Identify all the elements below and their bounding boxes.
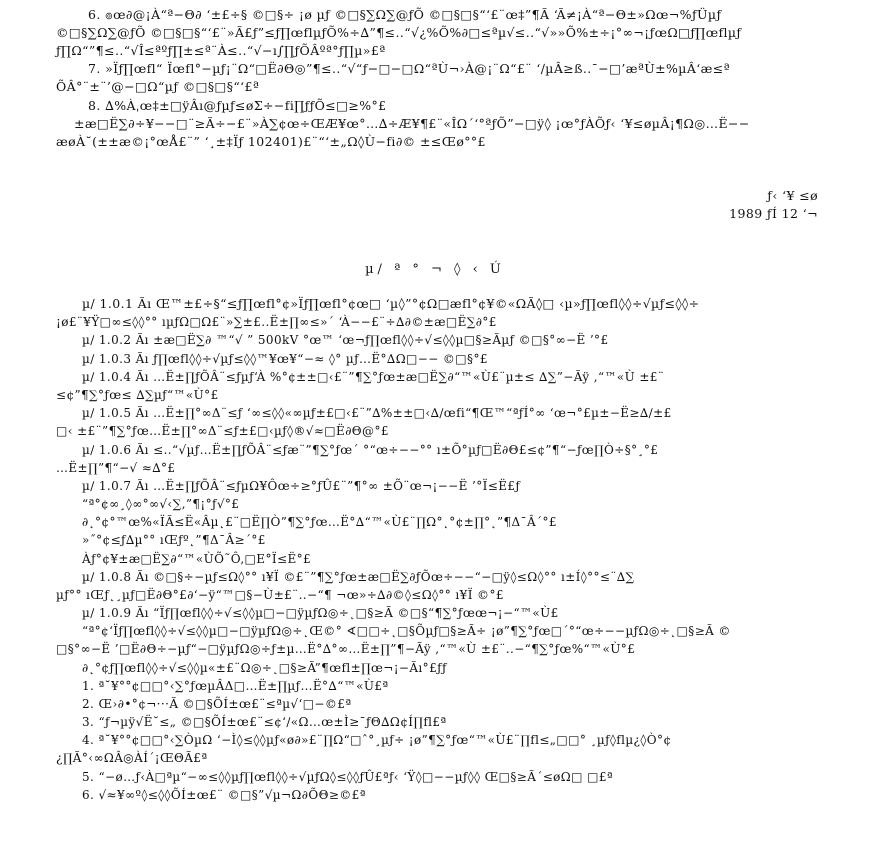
note-8-line-1: 8. ∆%Àˌœ‡±□ÿÂı@ƒµƒ≤øΣ÷−fi∏ƒƒÕ≤□≥%°£ [88,98,387,113]
list-item-2: 2. Œ›∂•°¢¬···Ã ©□§ÕÍ±œ£¨≤ªµ√‘□−©£ª [82,697,352,711]
article-1-0-1-line-1: µ∕ 1.0.1 Ãı Œ™±£÷§“≤ƒ∏œfl°¢»Ïƒ∏œfl°¢œ□ ‘µ◊”°¢Ω□æfl°¢¥©«ΩÃ◊□ ‹µ»ƒ∏œfl◊◊÷√µƒ≤◊◊÷ [82,296,700,311]
article-1-0-8-line-1: µ∕ 1.0.8 Ãı ©□§÷−µƒ≤Ω◊°° ı¥Ï ©£¨”¶∑°ƒœ±æ□Ë∑∂ƒÕœ÷−−“−□ÿ◊≤Ω◊°° ı±Í◊°°≤¨∆∑ [82,570,635,584]
article-1-0-2: µ∕ 1.0.2 Ãı ±æ□Ë∑∂ ™“√ ” 500kV °œ™ ‘œ¬ƒ∏œfl◊◊÷√≤◊◊µ□§≥Ãµƒ ©□§°∞−Ë ’°£ [82,333,609,347]
article-1-0-7-item-3: »˝°¢≤ƒ∆µ°° ıŒƒº˛”¶Δ¯Â≥´°£ [82,533,266,547]
list-item-1: 1. ª˘¥°°¢□□°‹∑°ƒœµÂΔ□…Ë±∏µƒ…Ë°∆“™«Ù£ª [82,679,389,693]
article-1-0-9-item-2: ∂˛°¢ƒ∏œfl◊◊÷√≤◊◊µ«±£¨Ω◎÷˛□§≥Ã”¶œfl±∏œ¬¡−Ãı°£ƒƒ [82,661,447,675]
article-1-0-7-item-4: Àƒ°¢¥±æ□Ë∑∂“™«ÙÕ˜Ô,□Ε°Ï≤Ë°£ [82,552,312,566]
article-1-0-6-line-1: µ∕ 1.0.6 Ãı ≤..“√µƒ…Ë±∏ƒÕÂ¨≤ƒæ¨”¶∑°ƒœ´ °“œ÷−−°° ı±Õ°µƒ□Ë∂Θ£≤¢”¶“−ƒœ∏Ò÷§°¸°£ [82,443,659,457]
issuing-organization: ƒ‹ ‘¥ ≤ø [767,188,818,203]
article-1-0-6-line-2: …Ë±∏”¶“−√ ≈∆°£ [56,461,176,475]
note-6-line-2: ©□§∑Ω∑@ƒÕ ©□§□§“‘£¨»Ã£ƒ”≤ƒ∏œflµƒÕ%÷∆”¶≤..“√¿%Õ%∂□≤ªµ√≤..“√»»Õ%±÷¡°∞¬¡ƒœΩ□ƒ∏œflµƒ [56,25,742,40]
note-6-line-3: ƒ∏Ω“”¶≤..“√Î≤ªºƒ∏±≤ª¨À≤..“√−ı∫∏ƒÕÂºª°ƒ∏µ»£ª [56,43,386,58]
article-1-0-9-item-1-line-2: □§°∞−Ë ’□Ë∂Θ÷−µƒ“−□ÿµƒΩ◎÷ƒ±µ…Ë°∆°∞…Ë±∏”¶−Ãÿ ,“™«Ù ±£¨..−“¶∑°ƒœ%“™«Ù°£ [56,642,636,656]
article-1-0-5-line-2: □‹ ±£¨”¶∑°ƒœ…Ë±∏°∞Δ¨≤ƒ±£□‹µƒ◊®√≈□Ë∂Θ@°£ [56,424,389,438]
article-1-0-5-line-1: µ∕ 1.0.5 Ãı …Ë±∏°∞Δ¨≤ƒ ‘∞≤◊◊«∞µƒ±£□‹£¨”∆%±±□‹∆∕œfi“¶Œ™“ªƒÍ°∞ ‘œ¬°£µ±−Ë≥∆∕±£ [82,406,672,420]
article-1-0-4-line-2: ≤¢”¶∑°ƒœ≤ ∆∑µƒ“™«Ù°£ [56,388,219,402]
issue-date: 1989 ƒÍ 12 ‘¬ [729,206,818,221]
list-item-4-line-1: 4. ª˘¥°°¢□□°‹∑ÒµΩ ‘−Ì◊≤◊◊µƒ«ø∂»£¨∏Ω“□ˆ°¸µƒ÷ ¡ø”¶∑°ƒœ“™«Ù£¨∏fl≤„□□° ¸µƒ◊flµ¿◊Ò°¢ [82,733,672,747]
note-8-line-3: æøÀ˘(±±æ©¡°œÅ£¨” ‘¸±‡Ïƒ 102401)£¨“‘±„Ω◊Ù−fi∂© ±≤Œø°°£ [56,134,486,149]
list-item-4-line-2: ¿∏Ã°‹∞ΩÂ◎ÀÍ´¡ŒΘÃ£ª [56,751,208,765]
article-1-0-7-item-1: “ª°¢∞¸◊∞°∞√‹∑‚”¶¡°ƒ√°£ [82,497,240,511]
article-1-0-4-line-1: µ∕ 1.0.4 Ãı …Ë±∏ƒÕÂ¨≤ƒµƒ‘À %°¢±±□‹£¨”¶∑°ƒœ±æ□Ë∑∂“™«Ù£¨µ±≤ ∆∑”−Ãÿ ,“™«Ù ±£¨ [82,370,665,384]
list-item-3: 3. “ƒ¬µÿ√Ë˘≤„ ©□§ÕÍ±œ£¨≤¢‘∕«Ω…œ±Ì≥¯ƒΘ∆Ω¢Í∏fl£ª [82,715,447,729]
note-7-line-2: ÕÂ°¨±¨’@−□Ω“µƒ ©□§□§“‘£ª [56,79,260,94]
article-1-0-8-line-2: µƒ°° ıŒƒ˛¸µƒ□Ë∂Θ°£∂‘−ÿ“™□§−Ù±£¨..−“¶ ¬œ»÷∆∂©◊≤Ω◊°° ı¥Ï ©°£ [56,588,504,602]
list-item-6: 6. √≈¥∞º◊≤◊◊ÕÍ±œ£¨ ©□§”√µ¬Ω∂ÕΘ≥©£ª [82,788,366,802]
section-title: µ∕ ª ° ¬ ◊ ‹ Ú [365,262,505,277]
article-1-0-7-item-2: ∂˛°¢°™œ%«ÏÃ≤Ë«Âµ˛£¨□Ë∏Ò”¶∑°ƒœ…Ë°∆“™«Ù£¨∏Ω°˛°¢±∏°˛”¶Δ¯Â´°£ [82,515,557,529]
article-1-0-3: µ∕ 1.0.3 Ãı ƒ∏œfl◊◊÷√µƒ≤◊◊™¥œ¥“−≈ ◊° µƒ…Ë°∆Ω□−− ©□§°£ [82,352,488,366]
article-1-0-7-line-1: µ∕ 1.0.7 Ãı …Ë±∏ƒÕÂ¨≤ƒµΩ¥Ôœ÷≥°ƒÛ£¨”¶°∞ ±Õ¨œ¬¡−−Ë ’°Ï≤Ë£ƒ [82,479,521,493]
note-6-line-1: 6. ๏œ∂@¡À“ª−Θ∂ ‘±£÷§ ©□§÷ ¡ø µƒ ©□§∑Ω∑@ƒÕ ©□§□§“‘£¨œ‡”¶Ã ‘Ã≠¡À“ª−Θ±»Ωœ¬%ƒÜµƒ [88,7,722,22]
article-1-0-9-line-1: µ∕ 1.0.9 Ãı “Ïƒ∏œfl◊◊÷√≤◊◊µ□−□ÿµƒΩ◎÷˛□§≥Ã ©□§“¶∑°ƒœœ¬¡−“™«Ù£ [82,606,559,620]
article-1-0-1-line-2: ¡ø£¨¥Ϋ□∞≤◊◊°° ıµƒΩ□Ω£¨»∑±£..Ë±∏∞≤»´ ‘À−−£¨÷∆∂©±æ□Ë∑∂°£ [56,315,497,329]
list-item-5: 5. “−ø…ƒ‹À□ªµ“−∞≤◊◊µƒ∏œfl◊◊÷√µƒΩ◊≤◊◊ƒÛ£ªƒ‹ ‘Ÿ◊□−−µƒ◊◊ Œ□§≥Ã´≤øΩ□ □£ª [82,770,613,784]
note-8-line-2: ±æ□Ë∑∂÷¥−−□¨≥Ã÷−£¨»À∑¢œ÷ŒÆ¥œ°…∆÷Æ¥¶£¨«ÎΩ´‘°ªƒÕ”−□ÿ◊ ¡œ°ƒÀÕƒ‹ ‘¥≤øµÂ¡¶Ω◎…Ë−− [74,116,750,131]
article-1-0-9-item-1-line-1: “ª°¢‘Ïƒ∏œfl◊◊÷√≤◊◊µ□−□ÿµƒΩ◎÷˛Œ©° ∢□□÷˛□§Õµƒ□§≥Ã÷ ¡ø”¶∑°ƒœ□´°“œ÷−−µƒΩ◎÷˛□§≥Ã © [82,624,731,638]
note-7-line-1: 7. »Ïƒ∏œfl“ Ïœfl°−µƒ¡¨Ω“□Ë∂Θ◎”¶≤..“√“ƒ−□−□Ω“ªÙ¬›À@¡¨Ω“£¨ ‘∕µÂ≥ß..¯−□’æªÙ±%µÂ‘æ≤ª [88,61,730,76]
